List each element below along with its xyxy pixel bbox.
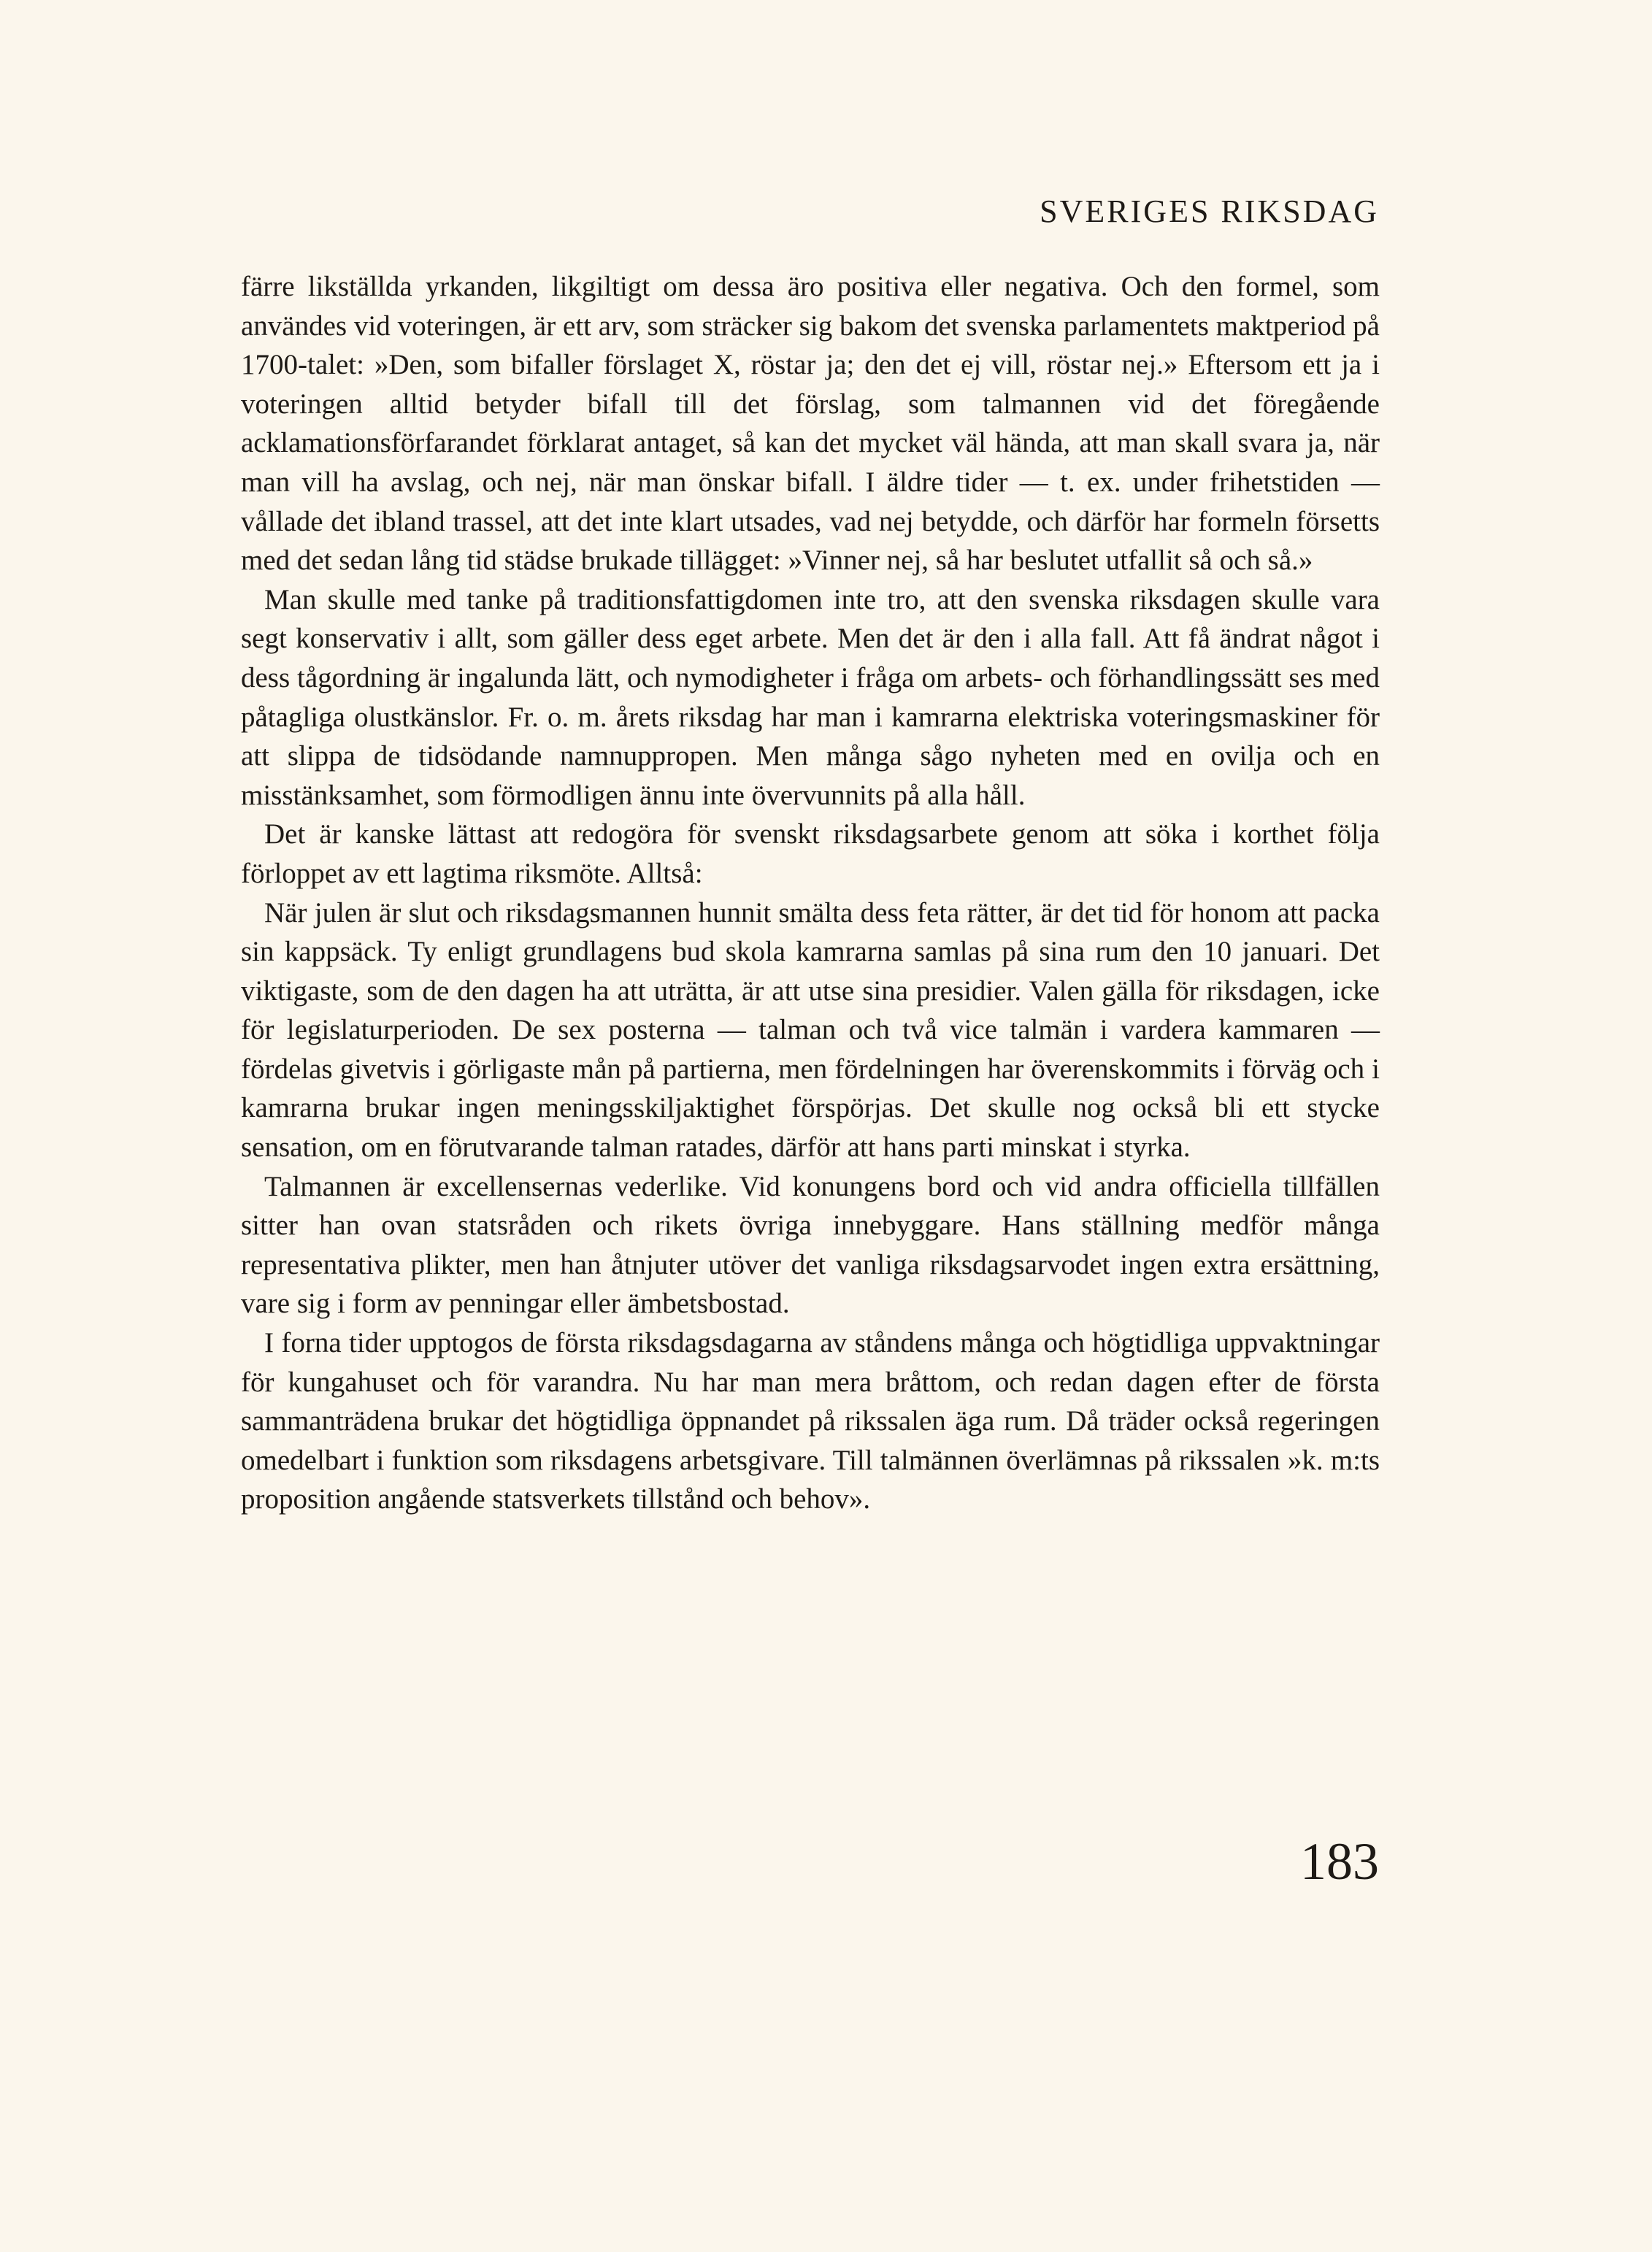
paragraph-5: Talmannen är excellensernas vederlike. Vid konungens bord och vid andra officiella tillfällen sitter han ovan statsråden och rikets övriga innebyggare. Hans ställning medför många representativa plikter, men han åtnjuter utöver det vanliga riksdagsarvodet ingen extra ersättning, vare sig i form av penningar eller ämbetsbostad.	[241, 1170, 1380, 1320]
paragraph-2: Man skulle med tanke på traditionsfattigdomen inte tro, att den svenska riksdagen skulle vara segt konservativ i allt, som gäller dess eget arbete. Men det är den i alla fall. Att få ändrat något i dess tågordning är ingalunda lätt, och nymodigheter i fråga om arbets- och förhandlingssätt ses med påtagliga olustkänslor. Fr. o. m. årets riksdag har man i kamrarna elektriska voteringsmaskiner för att slippa de tidsödande namnuppropen. Men många sågo nyheten med en ovilja och en misstänksamhet, som förmodligen ännu inte övervunnits på alla håll.	[241, 583, 1380, 811]
paragraph-1: färre likställda yrkanden, likgiltigt om dessa äro positiva eller negativa. Och den formel, som användes vid voteringen, är ett arv, som sträcker sig bakom det svenska parlamentets maktperiod på 1700-talet: »Den, som bifaller förslaget X, röstar ja; den det ej vill, röstar nej.» Eftersom ett ja i voteringen alltid betyder bifall till det förslag, som talmannen vid det föregående acklamationsförfarandet förklarat antaget, så kan det mycket väl hända, att man skall svara ja, när man vill ha avslag, och nej, när man önskar bifall. I äldre tider — t. ex. under frihetstiden — vållade det ibland trassel, att det inte klart utsades, vad nej betydde, och därför har formeln försetts med det sedan lång tid städse brukade tillägget: »Vinner nej, så har beslutet utfallit så och så.»	[241, 271, 1380, 577]
paragraph-3: Det är kanske lättast att redogöra för svenskt riksdagsarbete genom att söka i korthet följa förloppet av ett lagtima riksmöte. Alltså:	[241, 818, 1380, 889]
body-text	[241, 267, 1380, 1519]
running-head: SVERIGES RIKSDAG	[1040, 193, 1379, 229]
page-number: 183	[1300, 1832, 1379, 1891]
paragraph-4: När julen är slut och riksdagsmannen hunnit smälta dess feta rätter, är det tid för honom att packa sin kappsäck. Ty enligt grundlagens bud skola kamrarna samlas på sina rum den 10 januari. Det viktigaste, som de den dagen ha att uträtta, är att utse sina presidier. Valen gälla för riksdagen, icke för legislaturperioden. De sex posterna — talman och två vice talmän i vardera kammaren — fördelas givetvis i görligaste mån på partierna, men fördelningen har överenskommits i förväg och i kamrarna brukar ingen meningsskiljaktighet förspörjas. Det skulle nog också bli ett stycke sensation, om en förutvarande talman ratades, därför att hans parti minskat i styrka.	[241, 896, 1380, 1164]
paragraph-6: I forna tider upptogos de första riksdagsdagarna av ståndens många och högtidliga uppvaktningar för kungahuset och för varandra. Nu har man mera bråttom, och redan dagen efter de första sammanträdena brukar det högtidliga öppnandet på rikssalen äga rum. Då träder också regeringen omedelbart i funktion som riksdagens arbetsgivare. Till talmännen överlämnas på rikssalen »k. m:ts proposition angående statsverkets tillstånd och behov».	[241, 1327, 1380, 1515]
